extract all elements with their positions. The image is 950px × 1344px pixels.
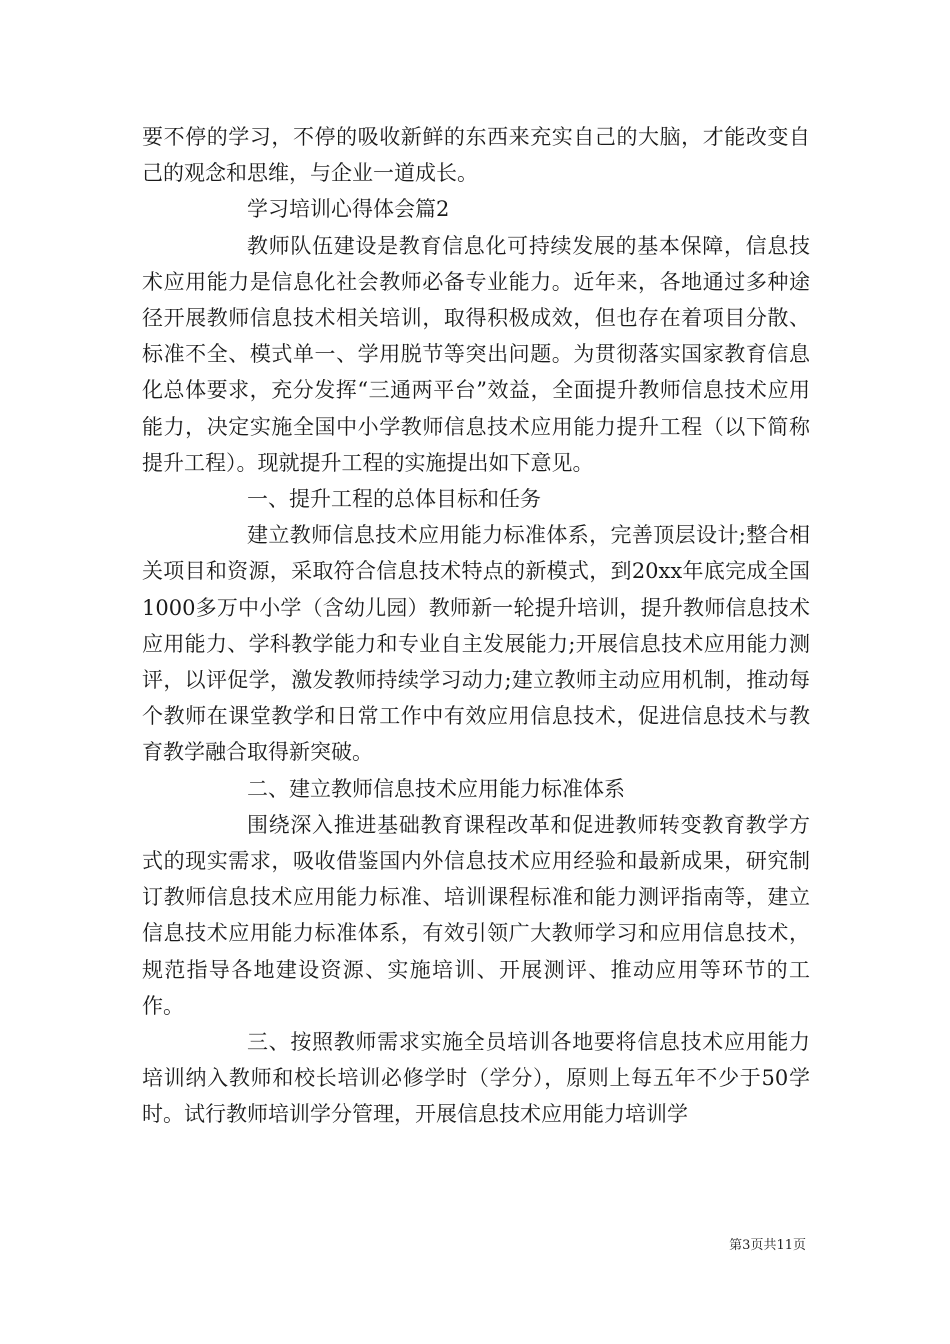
paragraph-section-1: 建立教师信息技术应用能力标准体系，完善顶层设计;整合相关项目和资源，采取符合信息技术特点的新模式，到20xx年底完成全国1000多万中小学（含幼儿园）教师新一轮提升培训，提升教师信息技术应用能力、学科教学能力和专业自主发展能力;开展信息技术应用能力测评，以评促学，激发教师持续学习动力;建立教师主动应用机制，推动每个教师在课堂教学和日常工作中有效应用信息技术，促进信息技术与教育教学融合取得新突破。 [142, 523, 810, 765]
document-body [142, 119, 810, 1133]
paragraph-section-3: 三、按照教师需求实施全员培训各地要将信息技术应用能力培训纳入教师和校长培训必修学时（学分），原则上每五年不少于50学时。试行教师培训学分管理，开展信息技术应用能力培训学 [142, 1030, 810, 1127]
paragraph-section-2: 围绕深入推进基础教育课程改革和促进教师转变教育教学方式的现实需求，吸收借鉴国内外信息技术应用经验和最新成果，研究制订教师信息技术应用能力标准、培训课程标准和能力测评指南等，建立信息技术应用能力标准体系，有效引领广大教师学习和应用信息技术，规范指导各地建设资源、实施培训、开展测评、推动应用等环节的工作。 [142, 812, 810, 1018]
page-number-footer: 第3页共11页 [729, 1238, 806, 1253]
paragraph-continuation: 要不停的学习，不停的吸收新鲜的东西来充实自己的大脑，才能改变自己的观念和思维，与企业一道成长。 [142, 125, 810, 186]
section-heading-article-2: 学习培训心得体会篇2 [247, 197, 450, 222]
paragraph-intro: 教师队伍建设是教育信息化可持续发展的基本保障，信息技术应用能力是信息化社会教师必备专业能力。近年来，各地通过多种途径开展教师信息技术相关培训，取得积极成效，但也存在着项目分散、标准不全、模式单一、学用脱节等突出问题。为贯彻落实国家教育信息化总体要求，充分发挥“三通两平台”效益，全面提升教师信息技术应用能力，决定实施全国中小学教师信息技术应用能力提升工程（以下简称提升工程）。现就提升工程的实施提出如下意见。 [142, 233, 810, 475]
section-heading-1: 一、提升工程的总体目标和任务 [247, 487, 541, 512]
section-heading-2: 二、建立教师信息技术应用能力标准体系 [247, 776, 625, 801]
